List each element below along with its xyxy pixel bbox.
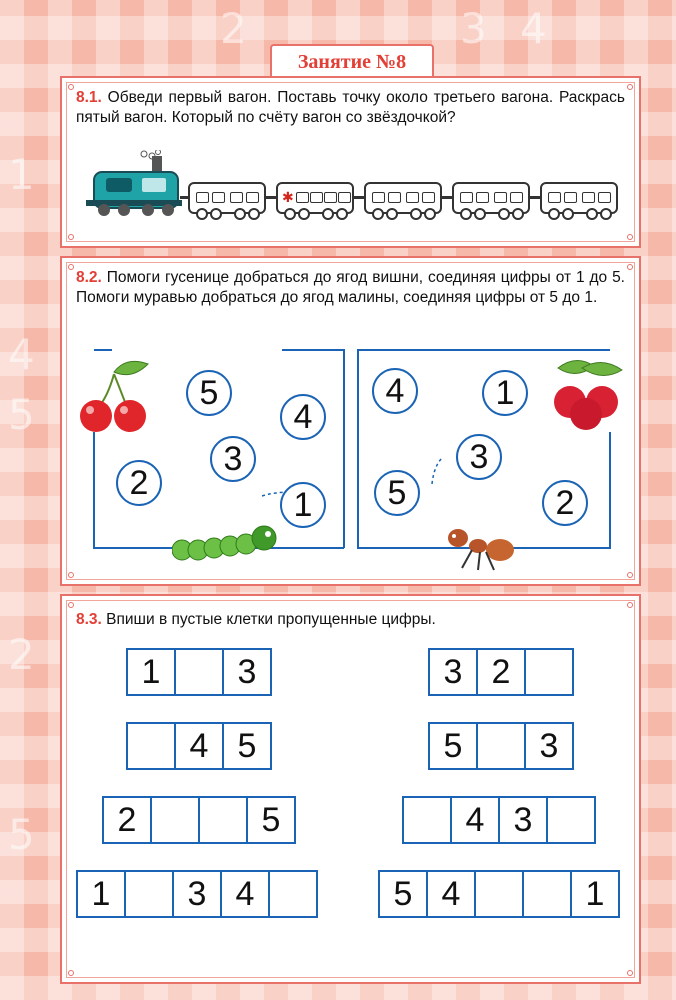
number-cell[interactable]: 3 bbox=[428, 648, 478, 696]
task-number: 8.3. bbox=[76, 611, 102, 628]
train bbox=[86, 150, 646, 210]
number-cell[interactable]: 1 bbox=[76, 870, 126, 918]
task-instruction: Впиши в пустые клетки пропущенные цифры. bbox=[106, 611, 436, 628]
number-cell[interactable] bbox=[546, 796, 596, 844]
bg-digit: 4 bbox=[520, 4, 547, 53]
number-cell[interactable]: 5 bbox=[378, 870, 428, 918]
number-cell[interactable] bbox=[522, 870, 572, 918]
number-cell[interactable] bbox=[150, 796, 200, 844]
corner-dot bbox=[68, 264, 74, 270]
task-panel-8-2 bbox=[60, 256, 641, 586]
corner-dot bbox=[68, 602, 74, 608]
bg-digit: 2 bbox=[8, 630, 35, 679]
number-cell[interactable]: 5 bbox=[222, 722, 272, 770]
number-row bbox=[126, 648, 272, 696]
number-cell[interactable]: 2 bbox=[476, 648, 526, 696]
task-panel-8-3 bbox=[60, 594, 641, 984]
number-cell[interactable]: 5 bbox=[246, 796, 296, 844]
number-cell[interactable]: 4 bbox=[174, 722, 224, 770]
number-cell[interactable]: 1 bbox=[126, 648, 176, 696]
number-row bbox=[102, 796, 296, 844]
bg-digit: 4 bbox=[8, 330, 35, 379]
number-cell[interactable]: 4 bbox=[426, 870, 476, 918]
number-cell[interactable] bbox=[474, 870, 524, 918]
task-panel-8-1 bbox=[60, 76, 641, 248]
corner-dot bbox=[68, 572, 74, 578]
corner-dot bbox=[627, 84, 633, 90]
wagon-2[interactable] bbox=[276, 182, 354, 214]
bg-digit: 3 bbox=[460, 4, 487, 53]
task-instruction: Помоги гусенице добраться до ягод вишни, соединяя цифры от 1 до 5. Помоги муравью добраться до ягод малины, соединяя цифры от 5 до 1. bbox=[76, 269, 625, 306]
bg-digit: 1 bbox=[8, 150, 35, 199]
corner-dot bbox=[627, 234, 633, 240]
number-cell[interactable] bbox=[476, 722, 526, 770]
maze-circle[interactable]: 5 bbox=[374, 470, 420, 516]
bg-digit: 5 bbox=[8, 810, 35, 859]
star-icon: ✱ bbox=[282, 189, 294, 205]
task-instruction: Обведи первый вагон. Поставь точку около третьего вагона. Раскрась пятый вагон. Который по счёту вагон со звёздочкой? bbox=[76, 89, 625, 126]
page-title: Занятие №8 bbox=[270, 44, 434, 78]
corner-dot bbox=[627, 264, 633, 270]
number-cell[interactable]: 2 bbox=[102, 796, 152, 844]
corner-dot bbox=[627, 602, 633, 608]
bg-digit: 2 bbox=[220, 4, 247, 53]
maze-circle[interactable]: 1 bbox=[280, 482, 326, 528]
corner-dot bbox=[627, 970, 633, 976]
corner-dot bbox=[627, 572, 633, 578]
wagon-3[interactable] bbox=[364, 182, 442, 214]
ant-icon bbox=[442, 520, 522, 576]
bg-digit: 5 bbox=[8, 390, 35, 439]
number-cell[interactable] bbox=[402, 796, 452, 844]
number-row bbox=[428, 648, 574, 696]
number-row bbox=[402, 796, 596, 844]
cherry-icon bbox=[78, 356, 158, 438]
task-number: 8.1. bbox=[76, 89, 102, 106]
number-cell[interactable]: 3 bbox=[524, 722, 574, 770]
maze-circle[interactable]: 4 bbox=[372, 368, 418, 414]
maze-circle[interactable]: 3 bbox=[210, 436, 256, 482]
locomotive-icon bbox=[86, 150, 186, 222]
number-cell[interactable] bbox=[198, 796, 248, 844]
number-cell[interactable]: 3 bbox=[498, 796, 548, 844]
number-row bbox=[76, 870, 318, 918]
maze-circle[interactable]: 2 bbox=[116, 460, 162, 506]
number-cell[interactable] bbox=[126, 722, 176, 770]
number-cell[interactable]: 4 bbox=[450, 796, 500, 844]
maze-circle[interactable]: 4 bbox=[280, 394, 326, 440]
wagon-5[interactable] bbox=[540, 182, 618, 214]
maze-circle[interactable]: 3 bbox=[456, 434, 502, 480]
task-8-3-text bbox=[76, 610, 625, 630]
number-cell[interactable] bbox=[268, 870, 318, 918]
corner-dot bbox=[68, 234, 74, 240]
number-row bbox=[378, 870, 620, 918]
task-8-1-text bbox=[76, 88, 625, 128]
number-cell[interactable]: 3 bbox=[172, 870, 222, 918]
maze-circle[interactable]: 1 bbox=[482, 370, 528, 416]
number-cell[interactable] bbox=[524, 648, 574, 696]
number-row bbox=[428, 722, 574, 770]
number-cell[interactable]: 1 bbox=[570, 870, 620, 918]
number-row bbox=[126, 722, 272, 770]
corner-dot bbox=[68, 970, 74, 976]
corner-dot bbox=[68, 84, 74, 90]
raspberry-icon bbox=[540, 358, 632, 434]
maze-circle[interactable]: 2 bbox=[542, 480, 588, 526]
task-number: 8.2. bbox=[76, 269, 102, 286]
number-cell[interactable]: 5 bbox=[428, 722, 478, 770]
number-cell[interactable]: 3 bbox=[222, 648, 272, 696]
number-cell[interactable] bbox=[124, 870, 174, 918]
maze-circle[interactable]: 5 bbox=[186, 370, 232, 416]
wagon-1[interactable] bbox=[188, 182, 266, 214]
task-8-2-text bbox=[76, 268, 625, 308]
wagon-4[interactable] bbox=[452, 182, 530, 214]
number-cell[interactable] bbox=[174, 648, 224, 696]
number-cell[interactable]: 4 bbox=[220, 870, 270, 918]
caterpillar-icon bbox=[172, 520, 282, 570]
